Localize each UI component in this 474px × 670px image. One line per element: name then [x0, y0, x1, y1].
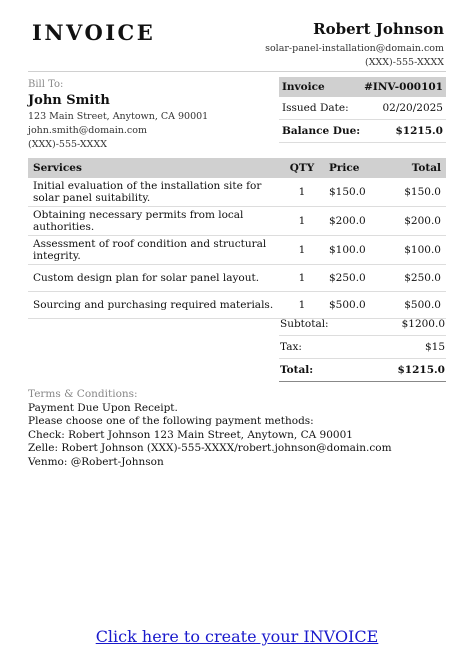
item-price: $250.0: [324, 265, 384, 292]
seller-name: Robert Johnson: [313, 20, 444, 38]
invoice-number: #INV-000101: [364, 81, 443, 93]
terms-block: [28, 388, 392, 470]
item-qty: 1: [280, 265, 324, 292]
item-qty: 1: [280, 207, 324, 236]
item-description: Assessment of roof condition and structural integrity.: [28, 236, 280, 265]
terms-line: Payment Due Upon Receipt.: [28, 401, 178, 414]
terms-label: Terms & Conditions:: [28, 388, 138, 400]
terms-line: Please choose one of the following payment methods:: [28, 415, 314, 428]
total-label: Total:: [280, 364, 314, 376]
seller-phone: (XXX)-555-XXXX: [365, 57, 444, 68]
terms-line: Check: Robert Johnson 123 Main Street, Anytown, CA 90001: [28, 428, 353, 441]
client-address: 123 Main Street, Anytown, CA 90001: [28, 111, 209, 122]
price-header: Price: [324, 158, 384, 178]
invoice-number-row: [279, 77, 446, 97]
client-phone: (XXX)-555-XXXX: [28, 139, 107, 150]
bill-to-label: Bill To:: [28, 79, 64, 90]
item-description: Initial evaluation of the installation site for solar panel suitability.: [28, 178, 280, 207]
create-invoice-link[interactable]: Click here to create your INVOICE: [95, 627, 379, 646]
item-qty: 1: [280, 178, 324, 207]
terms-line: Venmo: @Robert-Johnson: [28, 455, 164, 468]
seller-info: [265, 20, 444, 68]
item-price: $200.0: [324, 207, 384, 236]
item-qty: 1: [280, 236, 324, 265]
item-description: Obtaining necessary permits from local authorities.: [28, 207, 280, 236]
seller-email: solar-panel-installation@domain.com: [265, 43, 444, 54]
table-row: [28, 265, 446, 292]
issued-date: 02/20/2025: [382, 102, 443, 114]
item-total: $150.0: [384, 178, 446, 207]
item-price: $500.0: [324, 292, 384, 319]
issued-date-row: [279, 97, 446, 120]
item-total: $250.0: [384, 265, 446, 292]
table-row: [28, 207, 446, 236]
total-row: [279, 359, 446, 382]
issued-date-label: Issued Date:: [282, 102, 349, 114]
tax-row: [279, 336, 446, 359]
tax-label: Tax:: [280, 341, 302, 353]
invoice-number-label: Invoice: [282, 81, 325, 93]
invoice-meta: [279, 77, 446, 143]
table-row: [28, 236, 446, 265]
terms-line: Zelle: Robert Johnson (XXX)-555-XXXX/robert.johnson@domain.com: [28, 442, 392, 455]
subtotal-row: [279, 313, 446, 336]
balance-due-value: $1215.0: [395, 125, 443, 137]
balance-due-label: Balance Due:: [282, 125, 361, 137]
item-description: Sourcing and purchasing required materials.: [28, 292, 280, 319]
total-header: Total: [384, 158, 446, 178]
tax-value: $15: [424, 341, 445, 353]
table-row: [28, 178, 446, 207]
client-email: john.smith@domain.com: [28, 125, 147, 136]
services-header: Services: [28, 158, 280, 178]
subtotal-value: $1200.0: [401, 318, 445, 330]
invoice-title: INVOICE: [32, 20, 156, 45]
bill-to-block: [28, 79, 208, 150]
item-total: $200.0: [384, 207, 446, 236]
subtotal-label: Subtotal:: [280, 318, 329, 330]
item-total: $500.0: [384, 292, 446, 319]
item-qty: 1: [280, 292, 324, 319]
header-divider: [28, 71, 446, 72]
items-header-row: [28, 158, 446, 178]
item-price: $100.0: [324, 236, 384, 265]
items-table: [28, 158, 446, 319]
total-value: $1215.0: [397, 364, 445, 376]
qty-header: QTY: [280, 158, 324, 178]
item-description: Custom design plan for solar panel layout.: [28, 265, 280, 292]
item-price: $150.0: [324, 178, 384, 207]
item-total: $100.0: [384, 236, 446, 265]
totals-block: [279, 313, 446, 382]
client-name: John Smith: [28, 93, 110, 108]
balance-due-row: [279, 120, 446, 143]
